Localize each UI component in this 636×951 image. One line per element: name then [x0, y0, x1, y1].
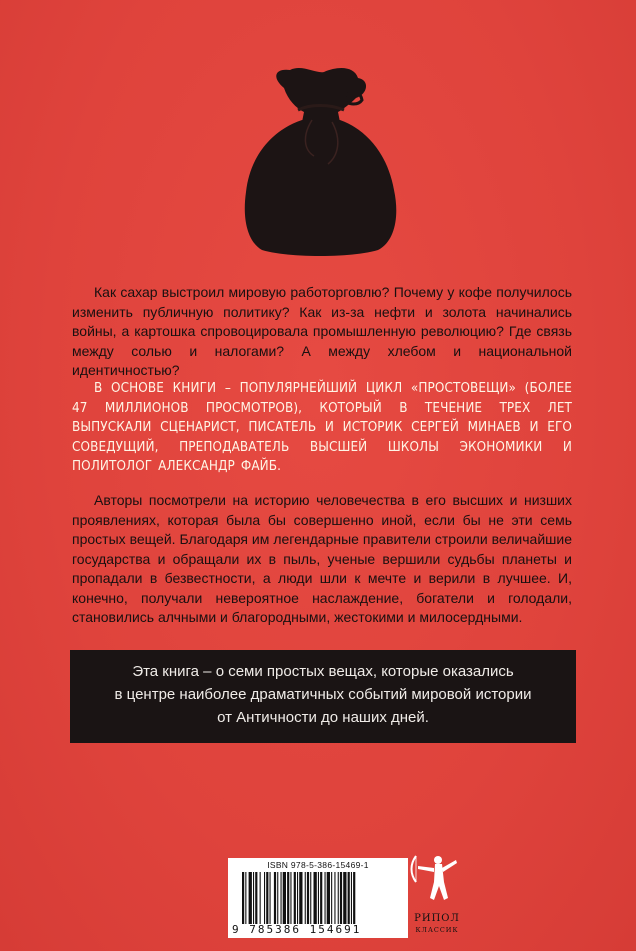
highlight-box: [70, 650, 576, 743]
barcode-bar: [348, 872, 350, 924]
barcode-bar: [274, 872, 276, 924]
barcode-bar: [338, 872, 339, 924]
barcode-bar: [283, 872, 286, 924]
authors-paragraph: Авторы посмотрели на историю человечества в его высших и низших проявлениях, которая была бы совершенно иной, если бы не эти семь простых вещей. Благодаря им легендарные правители строили величайшие государства и обращали их в пыль, ученые вершили судьбы планеты и пропадали в безвестности, а люди шли к мечте и верили в лучшее. И, конечно, получали невероятное наслаждение, богатели и голодали, становились алчными и благородными, жестокими и милосердными.: [72, 492, 572, 625]
barcode-bar: [290, 872, 291, 924]
barcode-bar: [297, 872, 298, 924]
barcode-bar: [264, 872, 265, 924]
barcode-bar: [242, 872, 244, 924]
barcode-bar: [307, 872, 309, 924]
barcode-bar: [249, 872, 252, 924]
barcode-bar: [327, 872, 330, 924]
barcode-bar: [245, 872, 246, 924]
barcode-bar: [340, 872, 342, 924]
barcode-bar: [260, 872, 261, 924]
barcode-bar: [277, 872, 278, 924]
publisher-subtitle: КЛАССИК: [415, 926, 459, 934]
barcode-bar: [266, 872, 268, 924]
barcode-digits: 9 785386 154691: [232, 923, 362, 936]
barcode-bar: [287, 872, 289, 924]
barcode-bar: [299, 872, 302, 924]
highlight-line-3: от Античности до наших дней.: [217, 709, 429, 726]
barcode-bar: [351, 872, 352, 924]
barcode-bar: [320, 872, 322, 924]
barcode-bar: [281, 872, 282, 924]
barcode-bar: [318, 872, 319, 924]
basis-paragraph: В ОСНОВЕ КНИГИ – ПОПУЛЯРНЕЙШИЙ ЦИКЛ «ПРОСТОВЕЩИ» (БОЛЕЕ 47 МИЛЛИОНОВ ПРОСМОТРОВ), КОТОРЫЙ В ТЕЧЕНИЕ ТРЕХ ЛЕТ ВЫПУСКАЛИ СЦЕНАРИСТ, ПИСАТЕЛЬ И ИСТОРИК СЕРГЕЙ МИНАЕВ И ЕГО СОВЕДУЩИЙ, ПРЕПОДАВАТЕЛЬ ВЫСШЕЙ ШКОЛЫ ЭКОНОМИКИ И ПОЛИТОЛОГ АЛЕКСАНДР ФАЙБ.: [72, 381, 572, 474]
barcode-bar: [343, 872, 346, 924]
highlight-line-2: в центре наиболее драматичных событий мировой истории: [114, 686, 532, 703]
isbn-label: ISBN 978-5-386-15469-1: [267, 860, 369, 870]
barcode-bar: [334, 872, 335, 924]
barcode-bar: [353, 872, 355, 924]
barcode-bar: [255, 872, 257, 924]
barcode-bar: [253, 872, 254, 924]
barcode-area: [228, 858, 408, 938]
barcode-bar: [305, 872, 306, 924]
barcode-icon: [242, 872, 400, 924]
barcode-bar: [331, 872, 332, 924]
barcode-bar: [270, 872, 271, 924]
barcode-bar: [314, 872, 317, 924]
sack-icon: [232, 60, 408, 260]
barcode-bar: [294, 872, 296, 924]
intro-paragraph: Как сахар выстроил мировую работорговлю? Почему у кофе получилось изменить публичную политику? Как из-за нефти и золота начинались войны, а картошка спровоцировала промышленную революцию? Где связь между солью и налогами? А между хлебом и национальной идентичностью?: [72, 284, 572, 378]
highlight-line-1: Эта книга – о семи простых вещах, которые оказались: [132, 663, 514, 680]
publisher-name: РИПОЛ: [414, 913, 460, 924]
barcode-bar: [310, 872, 311, 924]
barcode-bar: [325, 872, 326, 924]
